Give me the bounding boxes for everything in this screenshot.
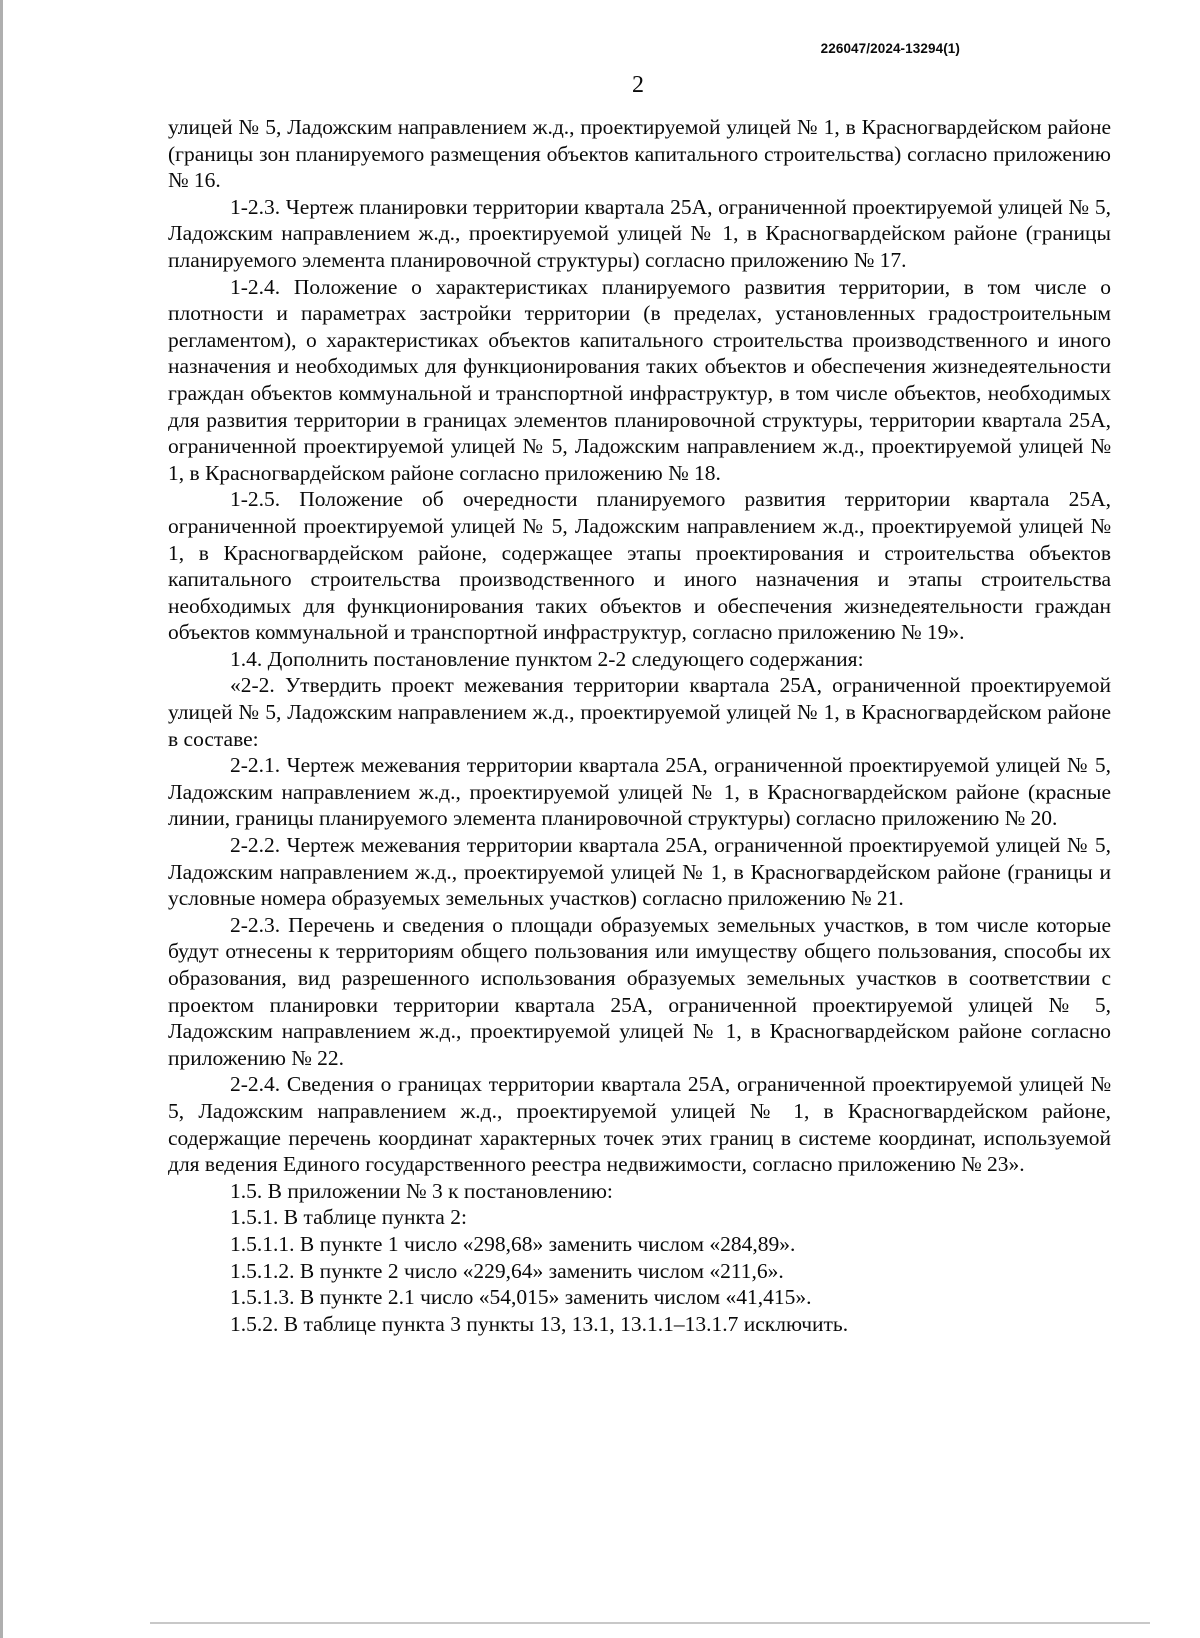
paragraph-1-5-1-2: 1.5.1.2. В пункте 2 число «229,64» заменить числом «211,6». (230, 1258, 784, 1283)
paragraph-2-2-3: 2-2.3. Перечень и сведения о площади образуемых земельных участков, в том числе которые будут отнесены к территориям общего пользования или имуществу общего пользования, способы их образования, вид разрешенного использования образуемых земельных участков в соответствии с проектом планировки территории квартала 25А, ограниченной проектируемой улицей № 5, Ладожским направлением ж.д., проектируемой улицей № 1, в Красногвардейском районе согласно приложению № 22. (168, 912, 1111, 1070)
document-body (168, 114, 1111, 1337)
paragraph-1-2-3: 1-2.3. Чертеж планировки территории квартала 25А, ограниченной проектируемой улицей № 5, Ладожским направлением ж.д., проектируемой улицей № 1, в Красногвардейском районе (границы планируемого элемента планировочной структуры) согласно приложению № 17. (168, 194, 1111, 272)
paragraph-1-5: 1.5. В приложении № 3 к постановлению: (230, 1178, 613, 1203)
scan-edge-bottom (150, 1622, 1150, 1624)
paragraph-1-5-1-3: 1.5.1.3. В пункте 2.1 число «54,015» заменить числом «41,415». (230, 1285, 812, 1310)
paragraph-2-2-2: 2-2.2. Чертеж межевания территории квартала 25А, ограниченной проектируемой улицей № 5, Ладожским направлением ж.д., проектируемой улицей № 1, в Красногвардейском районе (границы и условные номера образуемых земельных участков) согласно приложению № 21. (168, 833, 1111, 911)
paragraph-2-2-1: 2-2.1. Чертеж межевания территории квартала 25А, ограниченной проектируемой улицей № 5, Ладожским направлением ж.д., проектируемой улицей № 1, в Красногвардейском районе (красные линии, границы планируемого элемента планировочной структуры) согласно приложению № 20. (168, 753, 1111, 831)
paragraph-1-5-1-1: 1.5.1.1. В пункте 1 число «298,68» заменить числом «284,89». (230, 1231, 796, 1256)
paragraph-1-2-4: 1-2.4. Положение о характеристиках планируемого развития территории, в том числе о плотности и параметрах застройки территории (в пределах, установленных градостроительным регламентом), о характеристиках объектов капитального строительства производственного и иного назначения и необходимых для функционирования таких объектов и обеспечения жизнедеятельности граждан объектов коммунальной и транспортной инфраструктур, в том числе объектов, необходимых для развития территории в границах элементов планировочной структуры, территории квартала 25А, ограниченной проектируемой улицей № 5, Ладожским направлением ж.д., проектируемой улицей № 1, в Красногвардейском районе согласно приложению № 18. (168, 274, 1111, 485)
page-number: 2 (632, 72, 644, 98)
paragraph-continuation: улицей № 5, Ладожским направлением ж.д., проектируемой улицей № 1, в Красногвардейском районе (границы зон планируемого размещения объектов капитального строительства) согласно приложению № 16. (168, 115, 1111, 193)
paragraph-1-5-1: 1.5.1. В таблице пункта 2: (230, 1205, 467, 1230)
paragraph-1-2-5: 1-2.5. Положение об очередности планируемого развития территории квартала 25А, ограниченной проектируемой улицей № 5, Ладожским направлением ж.д., проектируемой улицей № 1, в Красногвардейском районе, содержащее этапы проектирования и строительства объектов капитального строительства производственного и иного назначения и этапы строительства необходимых для функционирования таких объектов и обеспечения жизнедеятельности граждан объектов коммунальной и транспортной инфраструктур, согласно приложению № 19». (168, 487, 1111, 645)
paragraph-1-4: 1.4. Дополнить постановление пунктом 2-2 следующего содержания: (230, 646, 864, 671)
paragraph-2-2: «2-2. Утвердить проект межевания территории квартала 25А, ограниченной проектируемой улицей № 5, Ладожским направлением ж.д., проектируемой улицей № 1, в Красногвардейском районе в составе: (168, 673, 1111, 751)
scan-edge-left (0, 0, 3, 1638)
paragraph-1-5-2: 1.5.2. В таблице пункта 3 пункты 13, 13.1, 13.1.1–13.1.7 исключить. (230, 1311, 849, 1336)
paragraph-2-2-4: 2-2.4. Сведения о границах территории квартала 25А, ограниченной проектируемой улицей № 5, Ладожским направлением ж.д., проектируемой улицей № 1, в Красногвардейском районе, содержащие перечень координат характерных точек этих границ в системе координат, используемой для ведения Единого государственного реестра недвижимости, согласно приложению № 23». (168, 1072, 1111, 1177)
document-number: 226047/2024-13294(1) (820, 41, 960, 56)
